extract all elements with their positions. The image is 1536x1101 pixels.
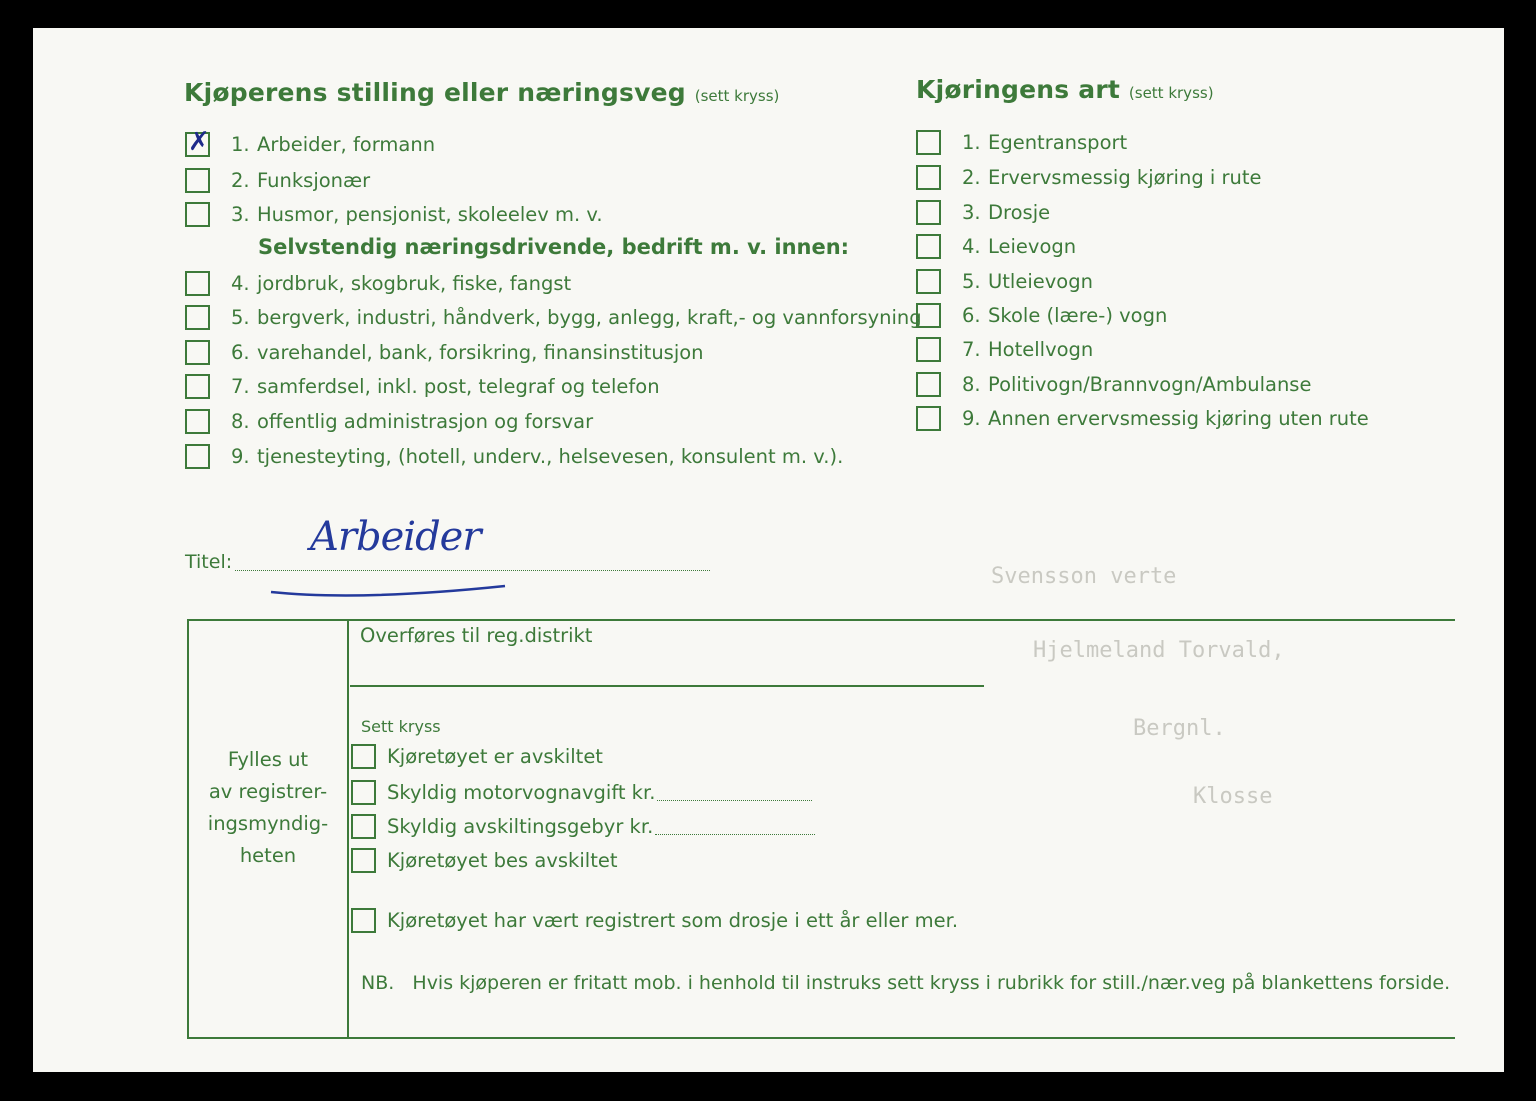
checkbox[interactable] <box>185 202 210 227</box>
show-through-text: Bergnl. <box>1133 716 1226 741</box>
form-sheet <box>33 28 1504 1072</box>
authority-side-label-line: Fylles ut <box>227 748 309 771</box>
show-through-text: Klosse <box>1193 784 1273 809</box>
authority-side-label <box>193 744 343 872</box>
title-field-label: Titel: <box>185 551 233 573</box>
right_section-option[interactable] <box>916 303 1167 328</box>
right_section-option[interactable] <box>916 337 1093 362</box>
checkbox[interactable] <box>185 444 210 469</box>
option-label: Annen ervervsmessig kjøring uten rute <box>988 407 1369 430</box>
right_section-option[interactable] <box>916 406 1369 431</box>
checkbox[interactable] <box>185 409 210 434</box>
buyer-occupation-title: Kjøperens stilling eller næringsveg <box>184 78 686 107</box>
authority-item-avskiltingsgebyr[interactable] <box>351 814 815 839</box>
checkbox[interactable] <box>185 340 210 365</box>
option-label: samferdsel, inkl. post, telegraf og telefon <box>257 375 660 398</box>
buyer-occupation-heading <box>184 78 779 107</box>
option-number: 9. <box>231 445 250 468</box>
transfer-district-line[interactable] <box>350 685 984 687</box>
authority-side-label-line: ingsmyndig- <box>207 812 329 835</box>
option-label: Husmor, pensjonist, skoleelev m. v. <box>257 203 603 226</box>
checkbox[interactable] <box>916 269 941 294</box>
authority-side-label-line: av registrer- <box>208 780 328 803</box>
option-number: 7. <box>962 338 981 361</box>
option-number: 4. <box>962 235 981 258</box>
amount-field[interactable] <box>657 784 812 801</box>
option-label: Politivogn/Brannvogn/Ambulanse <box>988 373 1312 396</box>
right_section-option[interactable] <box>916 200 1050 225</box>
option-number: 6. <box>231 341 250 364</box>
option-label: Ervervsmessig kjøring i rute <box>988 166 1262 189</box>
option-number: 4. <box>231 272 250 295</box>
option-label: tjenesteyting, (hotell, underv., helsevesen, konsulent m. v.). <box>257 445 844 468</box>
option-number: 8. <box>962 373 981 396</box>
right_section-option[interactable] <box>916 234 1076 259</box>
authority-item-label: Skyldig avskiltingsgebyr kr. <box>387 815 654 838</box>
option-number: 1. <box>231 133 250 156</box>
checkmark-icon: ✗ <box>188 127 210 157</box>
authority-item-label: Kjøretøyet er avskiltet <box>387 745 603 768</box>
checkbox[interactable] <box>916 165 941 190</box>
authority-item-motorvognavgift[interactable] <box>351 780 812 805</box>
title-field-value[interactable]: Arbeider <box>310 514 481 560</box>
checkbox[interactable] <box>351 744 376 769</box>
option-number: 6. <box>962 304 981 327</box>
option-label: offentlig administrasjon og forsvar <box>257 410 594 433</box>
option-number: 8. <box>231 410 250 433</box>
checkbox[interactable] <box>185 168 210 193</box>
checkbox[interactable] <box>351 780 376 805</box>
transfer-district-label: Overføres til reg.distrikt <box>360 624 593 647</box>
option-label: Hotellvogn <box>988 338 1094 361</box>
driving-type-hint: (sett kryss) <box>1128 84 1214 102</box>
self-employed-subheading: Selvstendig næringsdrivende, bedrift m. v. innen: <box>258 235 850 259</box>
left_section-option[interactable] <box>185 305 922 330</box>
option-number: 1. <box>962 131 981 154</box>
option-number: 2. <box>962 166 981 189</box>
option-number: 3. <box>231 203 250 226</box>
option-label: bergverk, industri, håndverk, bygg, anlegg, kraft,- og vannforsyning <box>257 306 922 329</box>
exemption-note: NB. Hvis kjøperen er fritatt mob. i henhold til instruks sett kryss i rubrikk for still./nær.veg på blankettens forside. <box>361 972 1451 994</box>
checkbox[interactable] <box>351 848 376 873</box>
option-label: Utleievogn <box>988 270 1093 293</box>
option-number: 5. <box>962 270 981 293</box>
left_section-option[interactable] <box>185 127 436 157</box>
option-label: varehandel, bank, forsikring, finansinstitusjon <box>257 341 704 364</box>
checkbox[interactable] <box>916 372 941 397</box>
left_section-option[interactable] <box>185 168 370 193</box>
option-number: 9. <box>962 407 981 430</box>
left_section-option[interactable] <box>185 409 593 434</box>
driving-type-heading <box>916 75 1214 104</box>
checkbox[interactable] <box>916 234 941 259</box>
option-label: Skole (lære-) vogn <box>988 304 1168 327</box>
handwritten-underline <box>269 580 509 602</box>
authority-item-label: Skyldig motorvognavgift kr. <box>387 781 656 804</box>
checkbox[interactable] <box>185 305 210 330</box>
left_section-option[interactable] <box>185 444 843 469</box>
option-number: 5. <box>231 306 250 329</box>
option-label: Funksjonær <box>257 169 371 192</box>
checkbox[interactable] <box>351 814 376 839</box>
option-label: Arbeider, formann <box>257 133 436 156</box>
checkbox[interactable] <box>916 200 941 225</box>
option-number: 7. <box>231 375 250 398</box>
left_section-option[interactable] <box>185 374 660 399</box>
right_section-option[interactable] <box>916 372 1311 397</box>
sett-kryss-label: Sett kryss <box>361 717 441 736</box>
right_section-option[interactable] <box>916 165 1262 190</box>
authority-item-bes-avskiltet[interactable] <box>351 848 617 873</box>
authority-box-divider <box>347 619 349 1039</box>
checkbox[interactable] <box>185 127 210 157</box>
title-field-line <box>235 566 710 571</box>
checkbox[interactable] <box>916 337 941 362</box>
left_section-option[interactable] <box>185 340 704 365</box>
checkbox[interactable] <box>185 374 210 399</box>
authority-item-avskiltet[interactable] <box>351 744 603 769</box>
option-label: Egentransport <box>988 131 1128 154</box>
option-label: Leievogn <box>988 235 1077 258</box>
option-label: Drosje <box>988 201 1051 224</box>
left_section-option[interactable] <box>185 202 603 227</box>
checkbox[interactable] <box>185 271 210 296</box>
authority-side-label-line: heten <box>239 844 297 867</box>
authority-item-label: Kjøretøyet bes avskiltet <box>387 849 618 872</box>
buyer-occupation-hint: (sett kryss) <box>694 87 780 105</box>
checkbox[interactable] <box>916 130 941 155</box>
checkbox[interactable] <box>916 303 941 328</box>
authority-item-label: Kjøretøyet har vært registrert som drosje i ett år eller mer. <box>387 909 959 932</box>
checkbox[interactable] <box>916 406 941 431</box>
checkbox[interactable] <box>351 908 376 933</box>
option-number: 2. <box>231 169 250 192</box>
option-number: 3. <box>962 201 981 224</box>
left_section-option[interactable] <box>185 271 571 296</box>
option-label: jordbruk, skogbruk, fiske, fangst <box>257 272 572 295</box>
show-through-text: Hjelmeland Torvald, <box>1033 638 1285 663</box>
amount-field[interactable] <box>655 818 815 835</box>
right_section-option[interactable] <box>916 269 1093 294</box>
show-through-text: Svensson verte <box>991 564 1177 589</box>
right_section-option[interactable] <box>916 130 1127 155</box>
authority-item-drosje[interactable] <box>351 908 958 933</box>
driving-type-title: Kjøringens art <box>916 75 1120 104</box>
